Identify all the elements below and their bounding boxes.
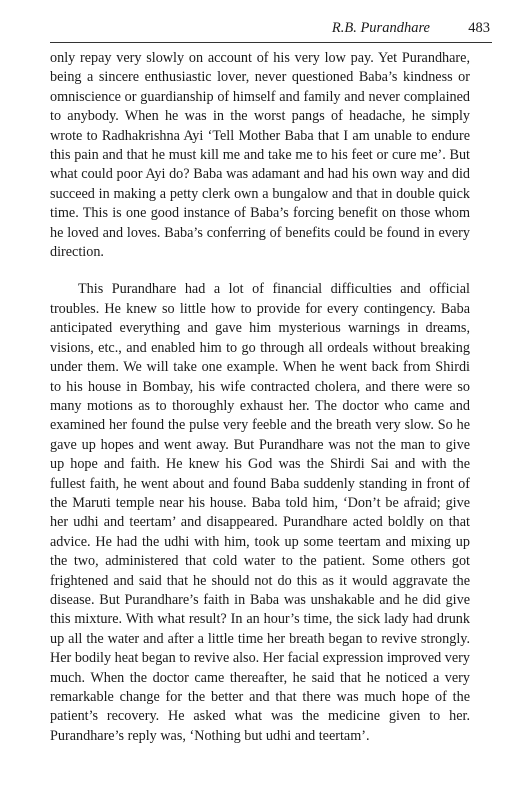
body-text [50, 49, 470, 764]
paragraph-continued: only repay very slowly on account of his very low pay. Yet Purandhare, being a sincere enthusiastic lover, never questioned Baba’s kindness or omniscience or guardianship of himself and family and never complained to anybody. When he was in the worst pangs of headache, he simply wrote to Radhakrishna Ayi ‘Tell Mother Baba that I am unable to endure this pain and that he must kill me and take me to his feet or cure me’. But what could poor Ayi do? Baba was adamant and had his own way and did succeed in making a petty clerk own a bungalow and that in double quick time. This is one good instance of Baba’s forcing benefit on those whom he loved and loves. Baba’s conferring of benefits could be found in every direction. [50, 50, 470, 261]
paragraph-cholera-story: This Purandhare had a lot of financial difficulties and official troubles. He knew so little how to provide for every contingency. Baba anticipated everything and gave him mysterious warnings in dreams, visions, etc., and enabled him to go through all ordeals without breaking under them. We will take one example. When he went back from Shirdi to his house in Bombay, his wife contracted cholera, and there were so many motions as to thoroughly exhaust her. The doctor who came and examined her found the pulse very feeble and the breath very slow. So he gave up hopes and went away. But Purandhare was not the man to give up hope and faith. He knew his God was the Shirdi Sai and with the fullest faith, he went about and found Baba suddenly standing in front of the Maruti temple near his house. Baba told him, ‘Don’t be afraid; give her udhi and teertam’ and disappeared. Purandhare acted boldly on that advice. He had the udhi with him, took up some teertam and mixing up the two, administered that cold water to the patient. Some others got frightened and said that he should not do this as it would aggravate the disease. But Purandhare’s faith in Baba was unshakable and he did give this mixture. With what result? In an hour’s time, the sick lady had drunk up all the water and after a little time her breath began to revive strongly. Her bodily heat began to revive also. Her facial expression improved very much. When the doctor came thereafter, he said that he noticed a very remarkable change for the better and that there was much hope of the patient’s recovery. He asked what was the medicine given to her. Purandhare’s reply was, ‘Nothing but udhi and teertam’. [50, 281, 470, 744]
running-header [50, 14, 492, 43]
page-number: 483 [468, 20, 490, 36]
running-title: R.B. Purandhare [331, 20, 430, 36]
